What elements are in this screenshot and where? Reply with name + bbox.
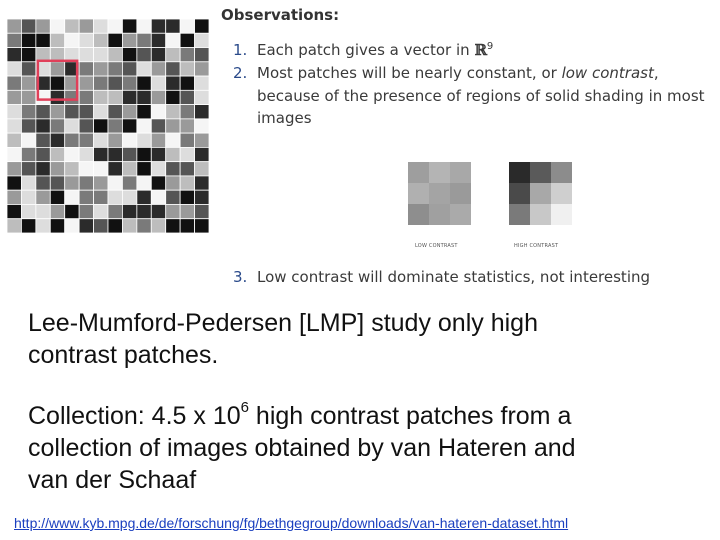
grid-pixel xyxy=(7,162,21,176)
grid-pixel xyxy=(180,162,194,176)
item-number: 3. xyxy=(233,268,248,286)
grid-pixel xyxy=(137,62,151,76)
grid-pixel xyxy=(195,62,209,76)
grid-pixel xyxy=(21,19,35,33)
grid-pixel xyxy=(108,19,122,33)
grid-pixel xyxy=(180,190,194,204)
collection-line-1 xyxy=(28,400,576,432)
grid-pixel xyxy=(137,105,151,119)
grid-pixel xyxy=(151,33,165,47)
grid-pixel xyxy=(36,19,50,33)
grid-pixel xyxy=(108,162,122,176)
grid-pixel xyxy=(195,219,209,233)
grid-pixel xyxy=(79,219,93,233)
grid-pixel xyxy=(79,190,93,204)
grid-pixel xyxy=(166,33,180,47)
grid-pixel xyxy=(151,176,165,190)
grid-pixel xyxy=(180,33,194,47)
grid-pixel xyxy=(94,105,108,119)
item-emphasis: low contrast xyxy=(561,64,654,82)
grid-pixel xyxy=(79,133,93,147)
grid-pixel xyxy=(7,62,21,76)
grid-pixel xyxy=(50,147,64,161)
grid-pixel xyxy=(94,219,108,233)
grid-pixel xyxy=(79,90,93,104)
observations-title: Observations: xyxy=(221,6,340,24)
grid-pixel xyxy=(108,119,122,133)
grid-pixel xyxy=(108,219,122,233)
grid-pixel xyxy=(79,119,93,133)
grid-pixel xyxy=(151,19,165,33)
grid-pixel xyxy=(137,48,151,62)
grid-pixel xyxy=(195,176,209,190)
grid-pixel xyxy=(137,219,151,233)
grid-pixel xyxy=(36,147,50,161)
grid-pixel xyxy=(137,33,151,47)
grid-pixel xyxy=(180,105,194,119)
exponent: 6 xyxy=(240,399,249,416)
grid-pixel xyxy=(108,76,122,90)
grid-pixel xyxy=(94,147,108,161)
grid-pixel xyxy=(151,147,165,161)
item-number: 1. xyxy=(233,41,248,59)
grid-pixel xyxy=(79,105,93,119)
grid-pixel xyxy=(50,190,64,204)
grid-pixel xyxy=(65,105,79,119)
observation-item-2-line-2: because of the presence of regions of solid shading in most xyxy=(257,87,705,105)
grid-pixel xyxy=(195,147,209,161)
grid-pixel xyxy=(108,90,122,104)
grid-pixel xyxy=(7,133,21,147)
grid-pixel xyxy=(108,204,122,218)
dimension-superscript: 9 xyxy=(486,41,494,52)
grid-pixel xyxy=(151,119,165,133)
grid-pixel xyxy=(166,147,180,161)
grid-pixel xyxy=(122,133,136,147)
grid-pixel xyxy=(195,90,209,104)
grid-pixel xyxy=(151,90,165,104)
collection-text-a: Collection: 4.5 x 10 xyxy=(28,402,241,430)
grid-pixel xyxy=(108,62,122,76)
low-contrast-label: LOW CONTRAST xyxy=(415,243,458,249)
grid-pixel xyxy=(166,176,180,190)
grid-pixel xyxy=(195,204,209,218)
grid-pixel xyxy=(36,219,50,233)
grid-pixel xyxy=(36,162,50,176)
grid-pixel xyxy=(7,204,21,218)
grid-pixel xyxy=(151,76,165,90)
high-contrast-label: HIGH CONTRAST xyxy=(514,243,559,249)
grid-pixel xyxy=(65,219,79,233)
grid-pixel xyxy=(122,105,136,119)
grid-pixel xyxy=(137,90,151,104)
grid-pixel xyxy=(50,33,64,47)
collection-text-b: high contrast patches from a xyxy=(248,402,572,430)
collection-line-2: collection of images obtained by van Hateren and xyxy=(28,434,576,462)
grid-pixel xyxy=(50,76,64,90)
grid-pixel xyxy=(137,133,151,147)
grid-pixel xyxy=(137,19,151,33)
grid-pixel xyxy=(166,119,180,133)
grid-pixel xyxy=(151,105,165,119)
grid-pixel xyxy=(195,162,209,176)
grid-pixel xyxy=(122,219,136,233)
grid-pixel xyxy=(122,119,136,133)
grid-pixel xyxy=(79,76,93,90)
grid-pixel xyxy=(94,133,108,147)
grid-pixel xyxy=(21,62,35,76)
grid-pixel xyxy=(151,219,165,233)
grid-pixel xyxy=(151,62,165,76)
grid-pixel xyxy=(108,176,122,190)
grid-pixel xyxy=(137,119,151,133)
grid-pixel xyxy=(94,204,108,218)
grid-pixel xyxy=(50,105,64,119)
grid-pixel xyxy=(122,176,136,190)
grid-pixel xyxy=(50,90,64,104)
grid-pixel xyxy=(166,19,180,33)
grid-pixel xyxy=(50,204,64,218)
grid-pixel xyxy=(50,119,64,133)
grid-pixel xyxy=(180,62,194,76)
grid-pixel xyxy=(195,119,209,133)
grid-pixel xyxy=(151,133,165,147)
grid-pixel xyxy=(7,105,21,119)
grid-pixel xyxy=(195,48,209,62)
grid-pixel xyxy=(21,105,35,119)
lmp-line-2: contrast patches. xyxy=(28,341,219,369)
grid-pixel xyxy=(166,204,180,218)
grid-pixel xyxy=(122,62,136,76)
grid-pixel xyxy=(122,76,136,90)
observation-item-3 xyxy=(233,267,650,288)
grid-pixel xyxy=(94,76,108,90)
grid-pixel xyxy=(65,133,79,147)
grid-pixel xyxy=(180,176,194,190)
grid-pixel xyxy=(7,90,21,104)
grid-pixel xyxy=(7,219,21,233)
grid-pixel xyxy=(166,162,180,176)
grid-pixel xyxy=(166,133,180,147)
grid-pixel xyxy=(122,48,136,62)
collection-paragraph xyxy=(28,400,576,496)
grid-pixel xyxy=(65,190,79,204)
grid-pixel xyxy=(79,162,93,176)
collection-line-3: van der Schaaf xyxy=(28,466,197,494)
grid-pixel xyxy=(195,133,209,147)
grid-pixel xyxy=(7,147,21,161)
grid-pixel xyxy=(137,190,151,204)
grid-pixel xyxy=(122,90,136,104)
grid-pixel xyxy=(166,62,180,76)
grid-pixel xyxy=(65,19,79,33)
grid-pixel xyxy=(21,76,35,90)
grid-pixel xyxy=(137,162,151,176)
real-numbers-symbol: ℝ xyxy=(474,41,487,59)
observation-item-2 xyxy=(233,63,659,84)
observation-item-1 xyxy=(233,36,493,61)
grid-pixel xyxy=(7,76,21,90)
item-number: 2. xyxy=(233,64,248,82)
grid-pixel xyxy=(36,33,50,47)
grid-pixel xyxy=(65,162,79,176)
grid-pixel xyxy=(151,48,165,62)
grid-pixel xyxy=(94,119,108,133)
grid-pixel xyxy=(7,33,21,47)
grid-pixel xyxy=(36,204,50,218)
grid-pixel xyxy=(195,105,209,119)
grid-pixel xyxy=(180,219,194,233)
grid-pixel xyxy=(108,133,122,147)
grid-pixel xyxy=(195,19,209,33)
grid-pixel xyxy=(122,19,136,33)
grid-pixel xyxy=(122,204,136,218)
grid-pixel xyxy=(21,33,35,47)
item-text-end: , xyxy=(653,64,659,82)
grid-pixel xyxy=(122,190,136,204)
grid-pixel xyxy=(94,19,108,33)
grid-pixel xyxy=(36,105,50,119)
grid-pixel xyxy=(94,162,108,176)
grid-pixel xyxy=(65,119,79,133)
dataset-link[interactable]: http://www.kyb.mpg.de/de/forschung/fg/bethgegroup/downloads/van-hateren-dataset.html xyxy=(14,515,569,531)
grid-pixel xyxy=(122,147,136,161)
grid-pixel xyxy=(108,48,122,62)
grid-pixel xyxy=(79,147,93,161)
grid-pixel xyxy=(7,19,21,33)
grid-pixel xyxy=(94,90,108,104)
grid-pixel xyxy=(79,62,93,76)
grid-pixel xyxy=(79,176,93,190)
grid-pixel xyxy=(195,33,209,47)
grid-pixel xyxy=(94,33,108,47)
grid-pixel xyxy=(65,176,79,190)
grid-pixel xyxy=(21,147,35,161)
lmp-paragraph xyxy=(28,307,538,371)
grid-pixel xyxy=(122,33,136,47)
grid-pixel xyxy=(7,119,21,133)
grid-pixel xyxy=(180,76,194,90)
grid-pixel xyxy=(180,147,194,161)
pixel-grid-image xyxy=(7,19,209,233)
grid-pixel xyxy=(166,219,180,233)
grid-pixel xyxy=(166,48,180,62)
grid-pixel xyxy=(180,119,194,133)
grid-pixel xyxy=(94,190,108,204)
grid-pixel xyxy=(180,133,194,147)
grid-pixel xyxy=(50,176,64,190)
grid-pixel xyxy=(137,147,151,161)
grid-pixel xyxy=(166,105,180,119)
grid-pixel xyxy=(180,204,194,218)
lmp-line-1: Lee-Mumford-Pedersen [LMP] study only high xyxy=(28,309,538,337)
grid-pixel xyxy=(79,204,93,218)
grid-pixel xyxy=(195,190,209,204)
grid-pixel xyxy=(195,76,209,90)
grid-pixel xyxy=(7,176,21,190)
observation-item-2-line-3: images xyxy=(257,109,312,127)
grid-pixel xyxy=(21,48,35,62)
grid-pixel xyxy=(21,90,35,104)
grid-pixel xyxy=(21,204,35,218)
grid-pixel xyxy=(137,176,151,190)
grid-pixel xyxy=(151,162,165,176)
grid-pixel xyxy=(7,48,21,62)
grid-pixel xyxy=(151,204,165,218)
grid-pixel xyxy=(151,190,165,204)
grid-pixel xyxy=(21,219,35,233)
grid-pixel xyxy=(21,133,35,147)
grid-pixel xyxy=(21,190,35,204)
grid-pixel xyxy=(166,90,180,104)
item-text: Each patch gives a vector in xyxy=(257,41,475,59)
grid-pixel xyxy=(180,90,194,104)
high-contrast-patch xyxy=(509,162,573,226)
grid-pixel xyxy=(36,133,50,147)
grid-pixel xyxy=(180,48,194,62)
low-contrast-patch xyxy=(408,162,472,226)
grid-pixel xyxy=(21,176,35,190)
grid-pixel xyxy=(94,176,108,190)
grid-pixel xyxy=(7,190,21,204)
grid-pixel xyxy=(108,105,122,119)
grid-pixel xyxy=(108,147,122,161)
grid-pixel xyxy=(108,33,122,47)
grid-pixel xyxy=(50,219,64,233)
grid-pixel xyxy=(166,76,180,90)
grid-pixel xyxy=(108,190,122,204)
grid-pixel xyxy=(21,119,35,133)
grid-pixel xyxy=(137,204,151,218)
grid-pixel xyxy=(50,133,64,147)
grid-pixel xyxy=(36,176,50,190)
grid-pixel xyxy=(50,162,64,176)
grid-pixel xyxy=(50,19,64,33)
grid-pixel xyxy=(166,190,180,204)
item-text: Low contrast will dominate statistics, not interesting xyxy=(257,268,651,286)
grid-pixel xyxy=(36,119,50,133)
grid-pixel xyxy=(79,48,93,62)
grid-pixel xyxy=(94,62,108,76)
grid-pixel xyxy=(122,162,136,176)
grid-pixel xyxy=(21,162,35,176)
item-text: Most patches will be nearly constant, or xyxy=(257,64,562,82)
grid-pixel xyxy=(65,147,79,161)
grid-pixel xyxy=(65,33,79,47)
grid-pixel xyxy=(79,33,93,47)
grid-pixel xyxy=(65,204,79,218)
grid-pixel xyxy=(137,76,151,90)
grid-pixel xyxy=(94,48,108,62)
grid-pixel xyxy=(50,62,64,76)
grid-pixel xyxy=(180,19,194,33)
grid-pixel xyxy=(79,19,93,33)
grid-pixel xyxy=(36,190,50,204)
